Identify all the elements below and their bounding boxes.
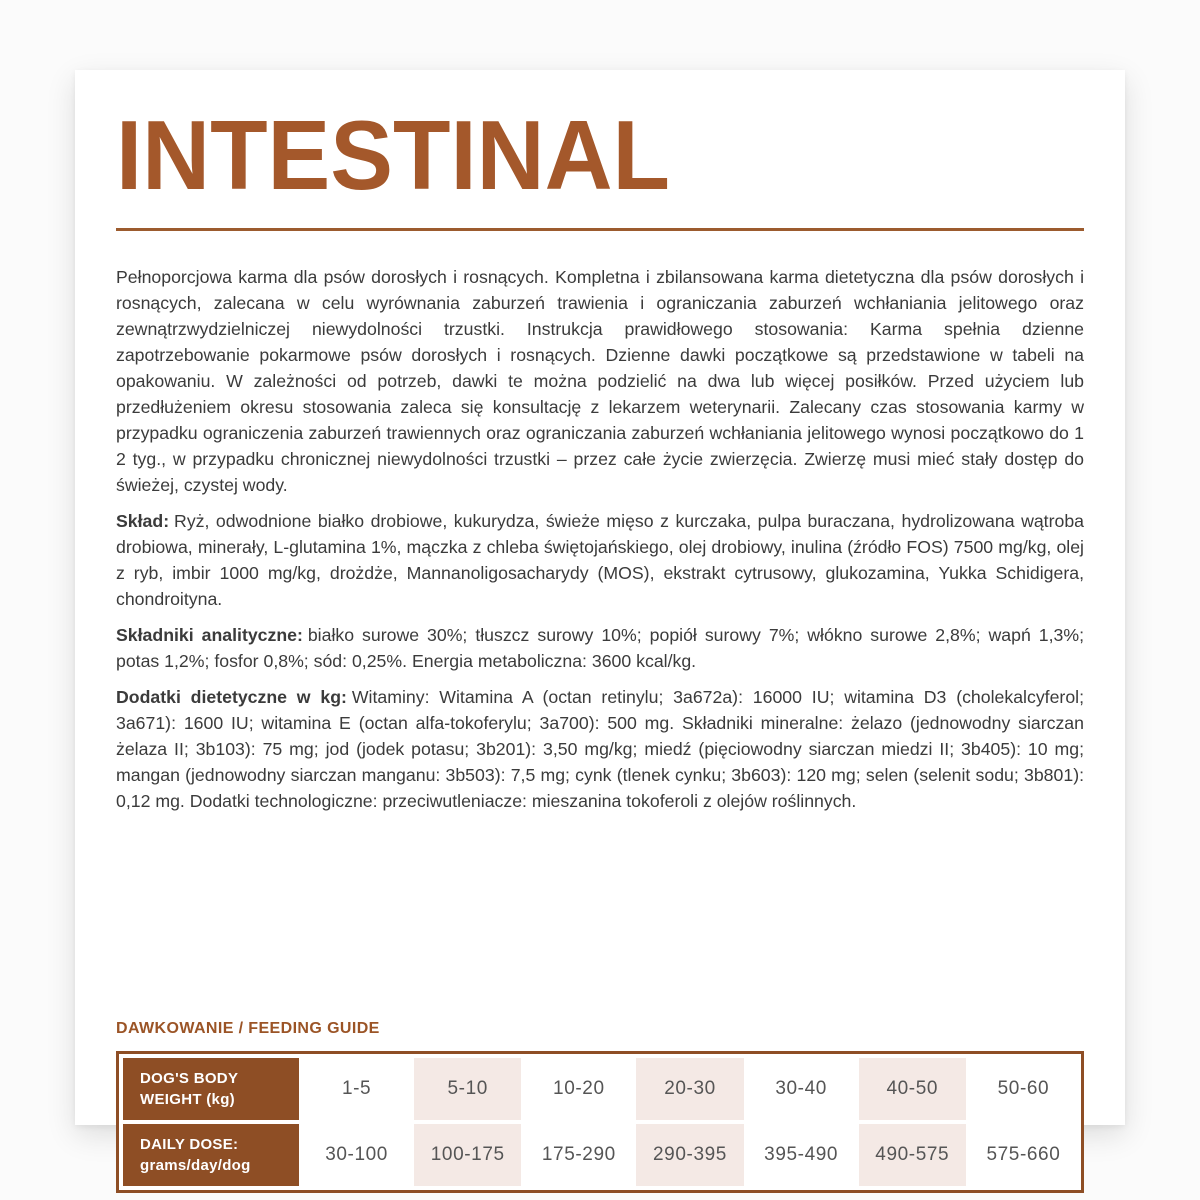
- analytical-paragraph: [116, 622, 1084, 674]
- additives-label: Dodatki dietetyczne w kg:: [116, 686, 347, 707]
- dose-cell: 490-575: [859, 1124, 966, 1186]
- dose-cell: 575-660: [986, 1143, 1061, 1165]
- table-row-weight: [121, 1056, 1079, 1122]
- composition-paragraph: [116, 508, 1084, 612]
- dose-header-line1: DAILY DOSE:: [140, 1135, 239, 1153]
- weight-header-cell: [123, 1058, 299, 1120]
- weight-cell: 20-30: [636, 1058, 743, 1120]
- dose-cell: 30-100: [325, 1143, 388, 1165]
- table-row-dose: [121, 1122, 1079, 1188]
- dose-header-cell: [123, 1124, 299, 1186]
- weight-header-line1: DOG'S BODY: [140, 1069, 239, 1087]
- feeding-guide-heading: DAWKOWANIE / FEEDING GUIDE: [116, 1019, 380, 1037]
- analytical-label: Składniki analityczne:: [116, 624, 303, 645]
- dose-cell: 100-175: [414, 1124, 521, 1186]
- weight-cell: 10-20: [553, 1077, 605, 1099]
- dose-cell: 395-490: [764, 1143, 839, 1165]
- analytical-text: białko surowe 30%; tłuszcz surowy 10%; popiół surowy 7%; włókno surowe 2,8%; wapń 1,3%; potas 1,2%; fosfor 0,8%; sód: 0,25%. Energia metaboliczna: 3600 kcal/kg.: [116, 624, 1084, 671]
- intro-text: Pełnoporcjowa karma dla psów dorosłych i rosnących. Kompletna i zbilansowana karma dietetyczna dla psów dorosłych i rosnących, zalecana w celu wyrównania zaburzeń trawienia i ograniczania zaburzeń wchłaniania jelitowego oraz zewnątrzwydzielniczej niewydolności trzustki. Instrukcja prawidłowego stosowania: Karma spełnia dzienne zapotrzebowanie pokarmowe psów dorosłych i rosnących. Dzienne dawki początkowe są przedstawione w tabeli na opakowaniu. W zależności od potrzeb, dawki te można podzielić na dwa lub więcej posiłków. Przed użyciem lub przedłużeniem okresu stosowania zaleca się konsultację z lekarzem weterynarii. Zalecany czas stosowania karmy w przypadku ograniczenia zaburzeń trawiennych oraz ograniczania zaburzeń wchłaniania jelitowego wynosi początkowo do 1 2 tyg., w przypadku chronicznej niewydolności trzustki – przez całe życie zwierzęcia. Zwierzę musi mieć stały dostęp do świeżej, czystej wody.: [116, 266, 1084, 495]
- label-card: [75, 70, 1125, 1174]
- dose-header-line2: grams/day/dog: [140, 1156, 251, 1174]
- dose-cell: 175-290: [541, 1143, 616, 1165]
- description-block: [116, 264, 1084, 814]
- composition-text: Ryż, odwodnione białko drobiowe, kukurydza, świeże mięso z kurczaka, pulpa buraczana, hydrolizowana wątroba drobiowa, minerały, L-glutamina 1%, mączka z chleba świętojańskiego, olej drobiowy, inulina (źródło FOS) 7500 mg/kg, olej z ryb, imbir 1000 mg/kg, drożdże, Mannanoligosacharydy (MOS), ekstrakt cytrusowy, glukozamina, Yukka Schidigera, chondroityna.: [116, 510, 1084, 609]
- weight-cell: 40-50: [859, 1058, 966, 1120]
- intro-paragraph: [116, 264, 1084, 498]
- weight-cell: 5-10: [414, 1058, 521, 1120]
- additives-text: Witaminy: Witamina A (octan retinylu; 3a672a): 16000 IU; witamina D3 (cholekalcyferol; 3a671): 1600 IU; witamina E (octan alfa-tokoferylu; 3a700): 500 mg. Składniki mineralne: żelazo (jednowodny siarczan żelaza II; 3b103): 75 mg; jod (jodek potasu; 3b201): 3,50 mg/kg; miedź (pięciowodny siarczan miedzi II; 3b405): 10 mg; mangan (jednowodny siarczan manganu: 3b503): 7,5 mg; cynk (tlenek cynku; 3b603): 120 mg; selen (selenit sodu; 3b801): 0,12 mg. Dodatki technologiczne: przeciwutleniacze: mieszanina tokoferoli z olejów roślinnych.: [116, 686, 1084, 811]
- title-divider: [116, 228, 1084, 231]
- feeding-guide-table: [116, 1051, 1084, 1193]
- weight-header-line2: WEIGHT (kg): [140, 1090, 235, 1108]
- dose-cell: 290-395: [636, 1124, 743, 1186]
- product-title: INTESTINAL: [116, 100, 671, 210]
- weight-cell: 30-40: [775, 1077, 827, 1099]
- composition-label: Skład:: [116, 510, 170, 531]
- weight-cell: 50-60: [997, 1077, 1050, 1099]
- weight-cell: 1-5: [341, 1077, 372, 1099]
- additives-paragraph: [116, 684, 1084, 814]
